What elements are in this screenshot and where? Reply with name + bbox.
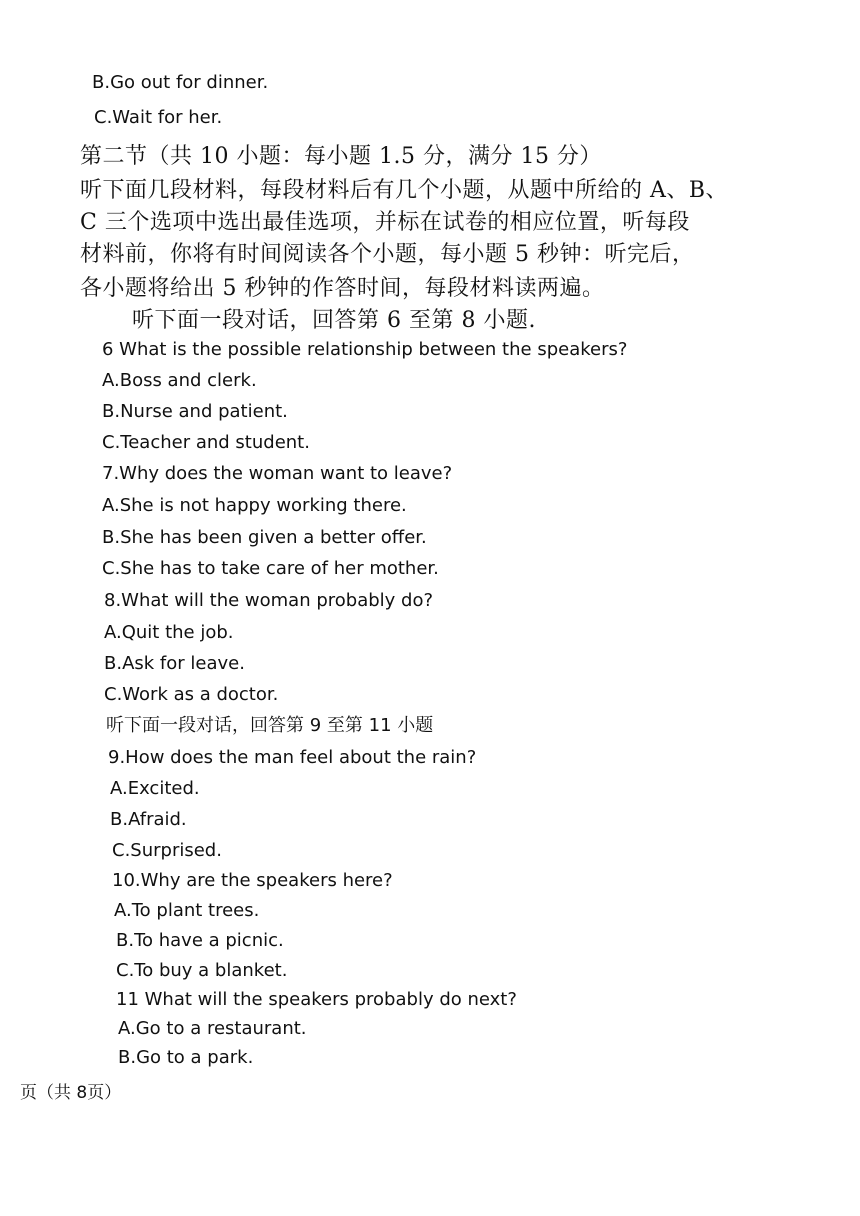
dialogue-2-intro: 听下面一段对话，回答第 9 至第 11 小题 — [106, 715, 434, 736]
question-11-option-b: B.Go to a park. — [118, 1047, 254, 1068]
question-6: 6 What is the possible relationship between the speakers? — [102, 339, 628, 360]
question-9-option-a: A.Excited. — [110, 778, 200, 799]
question-8-option-b: B.Ask for leave. — [104, 653, 245, 674]
question-7-option-c: C.She has to take care of her mother. — [102, 558, 439, 579]
question-9: 9.How does the man feel about the rain? — [108, 747, 477, 768]
question-7-option-a: A.She is not happy working there. — [102, 495, 407, 516]
question-11: 11 What will the speakers probably do next? — [116, 989, 517, 1010]
instruction-line-2: C 三个选项中选出最佳选项，并标在试卷的相应位置，听每段 — [80, 210, 690, 235]
section-heading: 第二节（共 10 小题：每小题 1.5 分，满分 15 分） — [80, 144, 602, 169]
question-10-option-b: B.To have a picnic. — [116, 930, 284, 951]
question-10: 10.Why are the speakers here? — [112, 870, 393, 891]
question-8: 8.What will the woman probably do? — [104, 590, 434, 611]
question-10-option-a: A.To plant trees. — [114, 900, 260, 921]
question-6-option-a: A.Boss and clerk. — [102, 370, 257, 391]
instruction-line-1: 听下面几段材料，每段材料后有几个小题，从题中所给的 A、B、 — [80, 178, 729, 203]
question-6-option-c: C.Teacher and student. — [102, 432, 310, 453]
instruction-line-3: 材料前，你将有时间阅读各个小题，每小题 5 秒钟：听完后， — [80, 242, 695, 267]
instruction-line-4: 各小题将给出 5 秒钟的作答时间，每段材料读两遍。 — [80, 276, 605, 301]
question-7: 7.Why does the woman want to leave? — [102, 463, 453, 484]
dialogue-1-intro: 听下面一段对话，回答第 6 至第 8 小题. — [132, 308, 536, 333]
question-8-option-c: C.Work as a doctor. — [104, 684, 279, 705]
question-9-option-c: C.Surprised. — [112, 840, 222, 861]
question-6-option-b: B.Nurse and patient. — [102, 401, 288, 422]
question-9-option-b: B.Afraid. — [110, 809, 187, 830]
page-footer: 页（共 8页） — [20, 1083, 122, 1103]
option-c-wait: C.Wait for her. — [94, 107, 223, 128]
option-b-dinner: B.Go out for dinner. — [92, 72, 269, 93]
question-7-option-b: B.She has been given a better offer. — [102, 527, 427, 548]
question-10-option-c: C.To buy a blanket. — [116, 960, 288, 981]
question-8-option-a: A.Quit the job. — [104, 622, 234, 643]
question-11-option-a: A.Go to a restaurant. — [118, 1018, 307, 1039]
